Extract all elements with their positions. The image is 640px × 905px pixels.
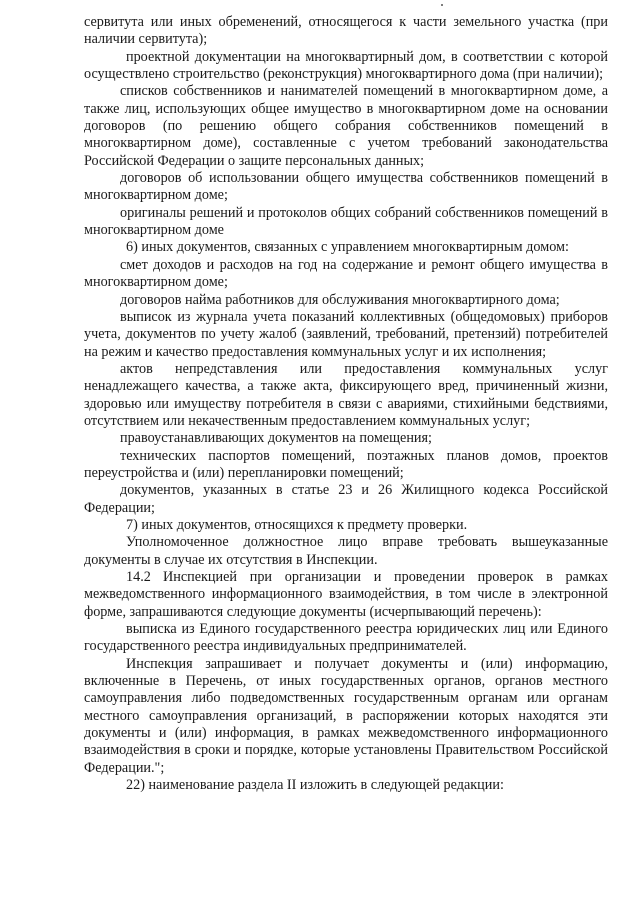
paragraph-project-docs: проектной документации на многоквартирный дом, в соответствии с которой осуществлено строительство (реконструкция) многоквартирного дома (при наличии); — [84, 48, 608, 83]
paragraph-item-22: 22) наименование раздела II изложить в следующей редакции: — [126, 777, 504, 794]
paragraph-title-documents: правоустанавливающих документов на помещения; — [120, 430, 432, 447]
paragraph-servitude: сервитута или иных обременений, относящегося к части земельного участка (при наличии сервитута); — [84, 14, 608, 48]
scan-speck — [441, 4, 443, 6]
clause-number: 14.2 — [126, 569, 151, 585]
paragraph-property-use-contracts: договоров об использовании общего имущества собственников помещений в многоквартирном доме; — [84, 170, 608, 204]
paragraph-meeting-protocols: оригиналы решений и протоколов общих собраний собственников помещений в многоквартирном доме — [84, 204, 608, 239]
paragraph-budget-estimates: смет доходов и расходов на год на содержание и ремонт общего имущества в многоквартирном доме; — [84, 256, 608, 291]
paragraph-owner-lists: списков собственников и нанимателей помещений в многоквартирном доме, а также лиц, использующих общее имущество в многоквартирном доме на основании договоров (по решению общего собрания собственников помещений в многоквартирном доме), составленные с учетом требований законодательства Российской Федерации о защите персональных данных; — [84, 83, 608, 169]
document-body — [84, 14, 608, 794]
paragraph-item-7: 7) иных документов, относящихся к предмету проверки. — [126, 516, 468, 533]
paragraph-registry-extract: выписка из Единого государственного реестра юридических лиц или Единого государственного реестра индивидуальных предпринимателей. — [84, 621, 608, 655]
paragraph-item-6: 6) иных документов, связанных с управлением многоквартирным домом: — [126, 239, 569, 256]
paragraph-meter-logs: выписок из журнала учета показаний коллективных (общедомовых) приборов учета, документов по учету жалоб (заявлений, требований, претензий) потребителей на режим и качество предоставления коммунальных услуг и их исполнения; — [84, 308, 608, 360]
paragraph-service-acts: актов непредставления или предоставления коммунальных услуг ненадлежащего качества, а также акта, фиксирующего вред, причиненный жизни, здоровью или имуществу потребителя в связи с авариями, стихийными бедствиями, отсутствием или некачественным предоставлением коммунальных услуг; — [84, 360, 608, 429]
paragraph-employment-contracts: договоров найма работников для обслуживания многоквартирного дома; — [120, 291, 560, 308]
paragraph-14-2 — [84, 569, 608, 621]
clause-14-2-text: Инспекцией при организации и проведении проверок в рамках межведомственного информационного взаимодействия, в том числе в электронной форме, запрашиваются следующие документы (исчерпывающий перечень): — [84, 569, 608, 620]
paragraph-housing-code-docs: документов, указанных в статье 23 и 26 Жилищного кодекса Российской Федерации; — [84, 482, 608, 516]
paragraph-authorized-official: Уполномоченное должностное лицо вправе требовать вышеуказанные документы в случае их отсутствия в Инспекции. — [84, 534, 608, 568]
paragraph-interagency-requests: Инспекция запрашивает и получает документы и (или) информацию, включенные в Перечень, от иных государственных органов, органов местного самоуправления либо подведомственных государственным органам или органам местного самоуправления организаций, в распоряжении которых находятся эти документы и (или) информация, в рамках межведомственного информационного взаимодействия в сроки и порядке, которые установлены Правительством Российской Федерации."; — [84, 655, 608, 776]
paragraph-technical-passports: технических паспортов помещений, поэтажных планов домов, проектов переустройства и (или) перепланировки помещений; — [84, 447, 608, 481]
